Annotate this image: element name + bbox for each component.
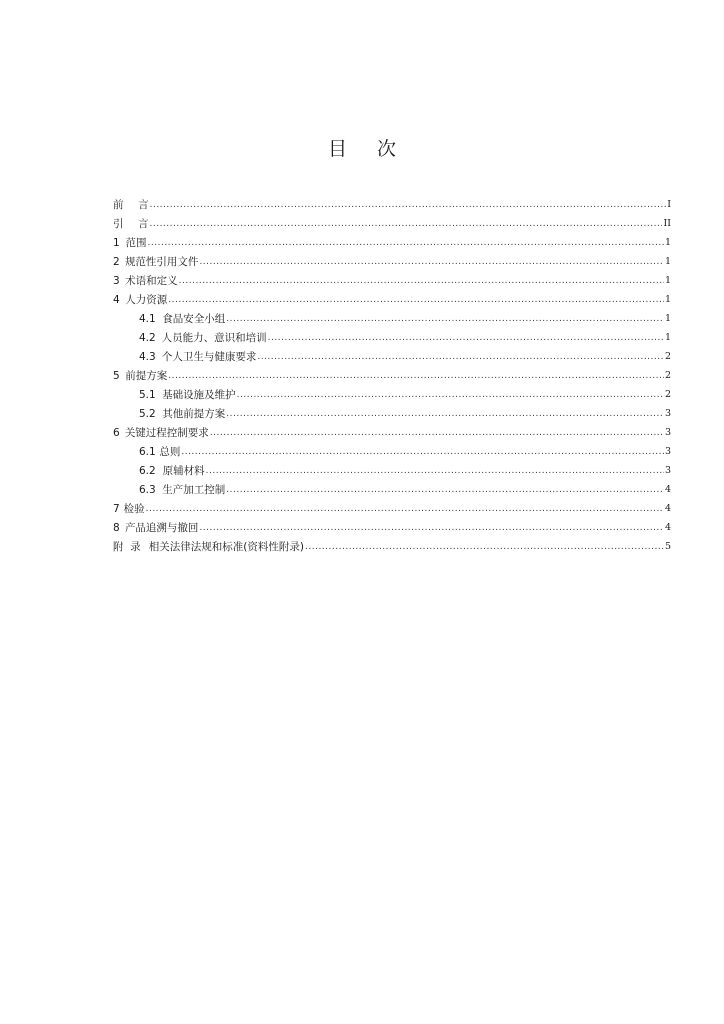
toc-entry[interactable] [113,421,671,440]
toc-entry-number: 5.1 [139,389,156,401]
toc-dot-leader [168,369,664,383]
toc-entry-number: 7 [113,503,120,515]
toc-entry-title: 言 [137,218,149,230]
toc-entry-number: 6.2 [139,465,156,477]
toc-entry[interactable] [113,307,671,326]
toc-entry[interactable] [113,250,671,269]
toc-dot-leader [146,502,664,516]
toc-dot-leader [226,483,664,497]
toc-entry-title: 人力资源 [125,294,168,306]
toc-entry-title: 个人卫生与健康要求 [161,351,257,363]
toc-dot-leader [179,274,664,288]
toc-entry-title: 原辅材料 [162,465,205,477]
toc-entry-page-number: 5 [664,541,671,552]
toc-entry[interactable] [113,516,671,535]
toc-entry-page-number: 1 [664,313,671,324]
toc-entry-title: 前提方案 [125,370,168,382]
toc-entry-page-number: 2 [664,351,671,362]
toc-entry-number: 5.2 [139,408,156,420]
toc-entry-page-number: 3 [664,465,671,476]
toc-entry[interactable] [113,326,671,345]
toc-entry[interactable] [113,402,671,421]
toc-dot-leader [206,464,664,478]
toc-entry[interactable] [113,364,671,383]
toc-dot-leader [268,331,664,345]
page-title: 目 次 [327,138,409,160]
toc-entry-title: 食品安全小组 [162,313,226,325]
toc-entry-title: 产品追溯与撤回 [124,522,199,534]
toc-entry-page-number: 3 [664,427,671,438]
toc-dot-leader [181,445,664,459]
toc-entry-page-number: 1 [664,256,671,267]
toc-entry-title: 规范性引用文件 [124,256,199,268]
toc-entry-page-number: 1 [664,332,671,343]
toc-entry[interactable] [113,269,671,288]
toc-dot-leader [148,236,664,250]
toc-entry-page-number: 2 [664,389,671,400]
toc-dot-leader [149,217,662,231]
toc-entry-title: 基础设施及维护 [162,389,236,401]
toc-entry-page-number: 1 [664,237,671,248]
toc-entry-title: 范围 [125,237,147,249]
toc-entry-number: 5 [113,370,120,382]
toc-entry-number: 4 [113,294,120,306]
toc-dot-leader [150,198,667,212]
toc-entry-page-number: 1 [664,275,671,286]
toc-dot-leader [226,312,664,326]
toc-entry[interactable] [113,478,671,497]
toc-entry-title: 检验 [123,503,145,515]
toc-entry-title: 生产加工控制 [162,484,226,496]
toc-entry-number: 4.1 [139,313,156,325]
toc-dot-leader [226,407,664,421]
toc-dot-leader [210,426,664,440]
toc-entry-number: 6.3 [139,484,156,496]
toc-entry-number: 6 [113,427,120,439]
toc-entry[interactable] [113,345,671,364]
toc-entry[interactable] [113,535,671,554]
toc-entry[interactable] [113,383,671,402]
toc-entry-number: 6.1 [139,446,156,458]
toc-entry-page-number: 3 [664,408,671,419]
toc-entry-number: 8 [113,522,120,534]
toc-entry[interactable] [113,440,671,459]
toc-entry-number: 3 [113,275,120,287]
toc-entry-page-number: 3 [664,446,671,457]
toc-dot-leader [237,388,664,402]
toc-entry-page-number: 2 [664,370,671,381]
toc-dot-leader [305,540,664,554]
toc-dot-leader [168,293,664,307]
toc-dot-leader [199,255,664,269]
toc-entry-page-number: 4 [664,484,671,495]
toc-entry-title: 关键过程控制要求 [124,427,209,439]
toc-dot-leader [199,521,664,535]
toc-entry-title: 术语和定义 [125,275,178,287]
toc-entry-page-number: 4 [664,503,671,514]
toc-entry[interactable] [113,231,671,250]
toc-entry-title: 其他前提方案 [162,408,226,420]
table-of-contents [113,193,671,554]
toc-entry-number: 引 [113,218,124,230]
toc-entry[interactable] [113,497,671,516]
toc-entry-title: 言 [138,199,149,211]
toc-entry-number: 2 [113,256,120,268]
toc-entry[interactable] [113,193,671,212]
toc-entry-title: 总则 [159,446,181,458]
toc-entry-number: 1 [113,237,120,249]
toc-entry-page-number: 4 [664,522,671,533]
toc-entry-page-number: 1 [664,294,671,305]
toc-entry-number: 4.3 [139,351,156,363]
toc-entry-number: 前 [113,199,124,211]
toc-entry[interactable] [113,288,671,307]
toc-entry-page-number: I [667,199,671,210]
toc-entry-title: 相关法律法规和标准(资料性附录) [148,541,304,553]
toc-entry-title: 人员能力、意识和培训 [161,332,267,344]
toc-entry-page-number: II [663,218,671,229]
toc-entry[interactable] [113,459,671,478]
toc-entry-number: 4.2 [139,332,156,344]
toc-entry-number: 附 录 [113,541,141,553]
toc-dot-leader [257,350,664,364]
toc-entry[interactable] [113,212,671,231]
